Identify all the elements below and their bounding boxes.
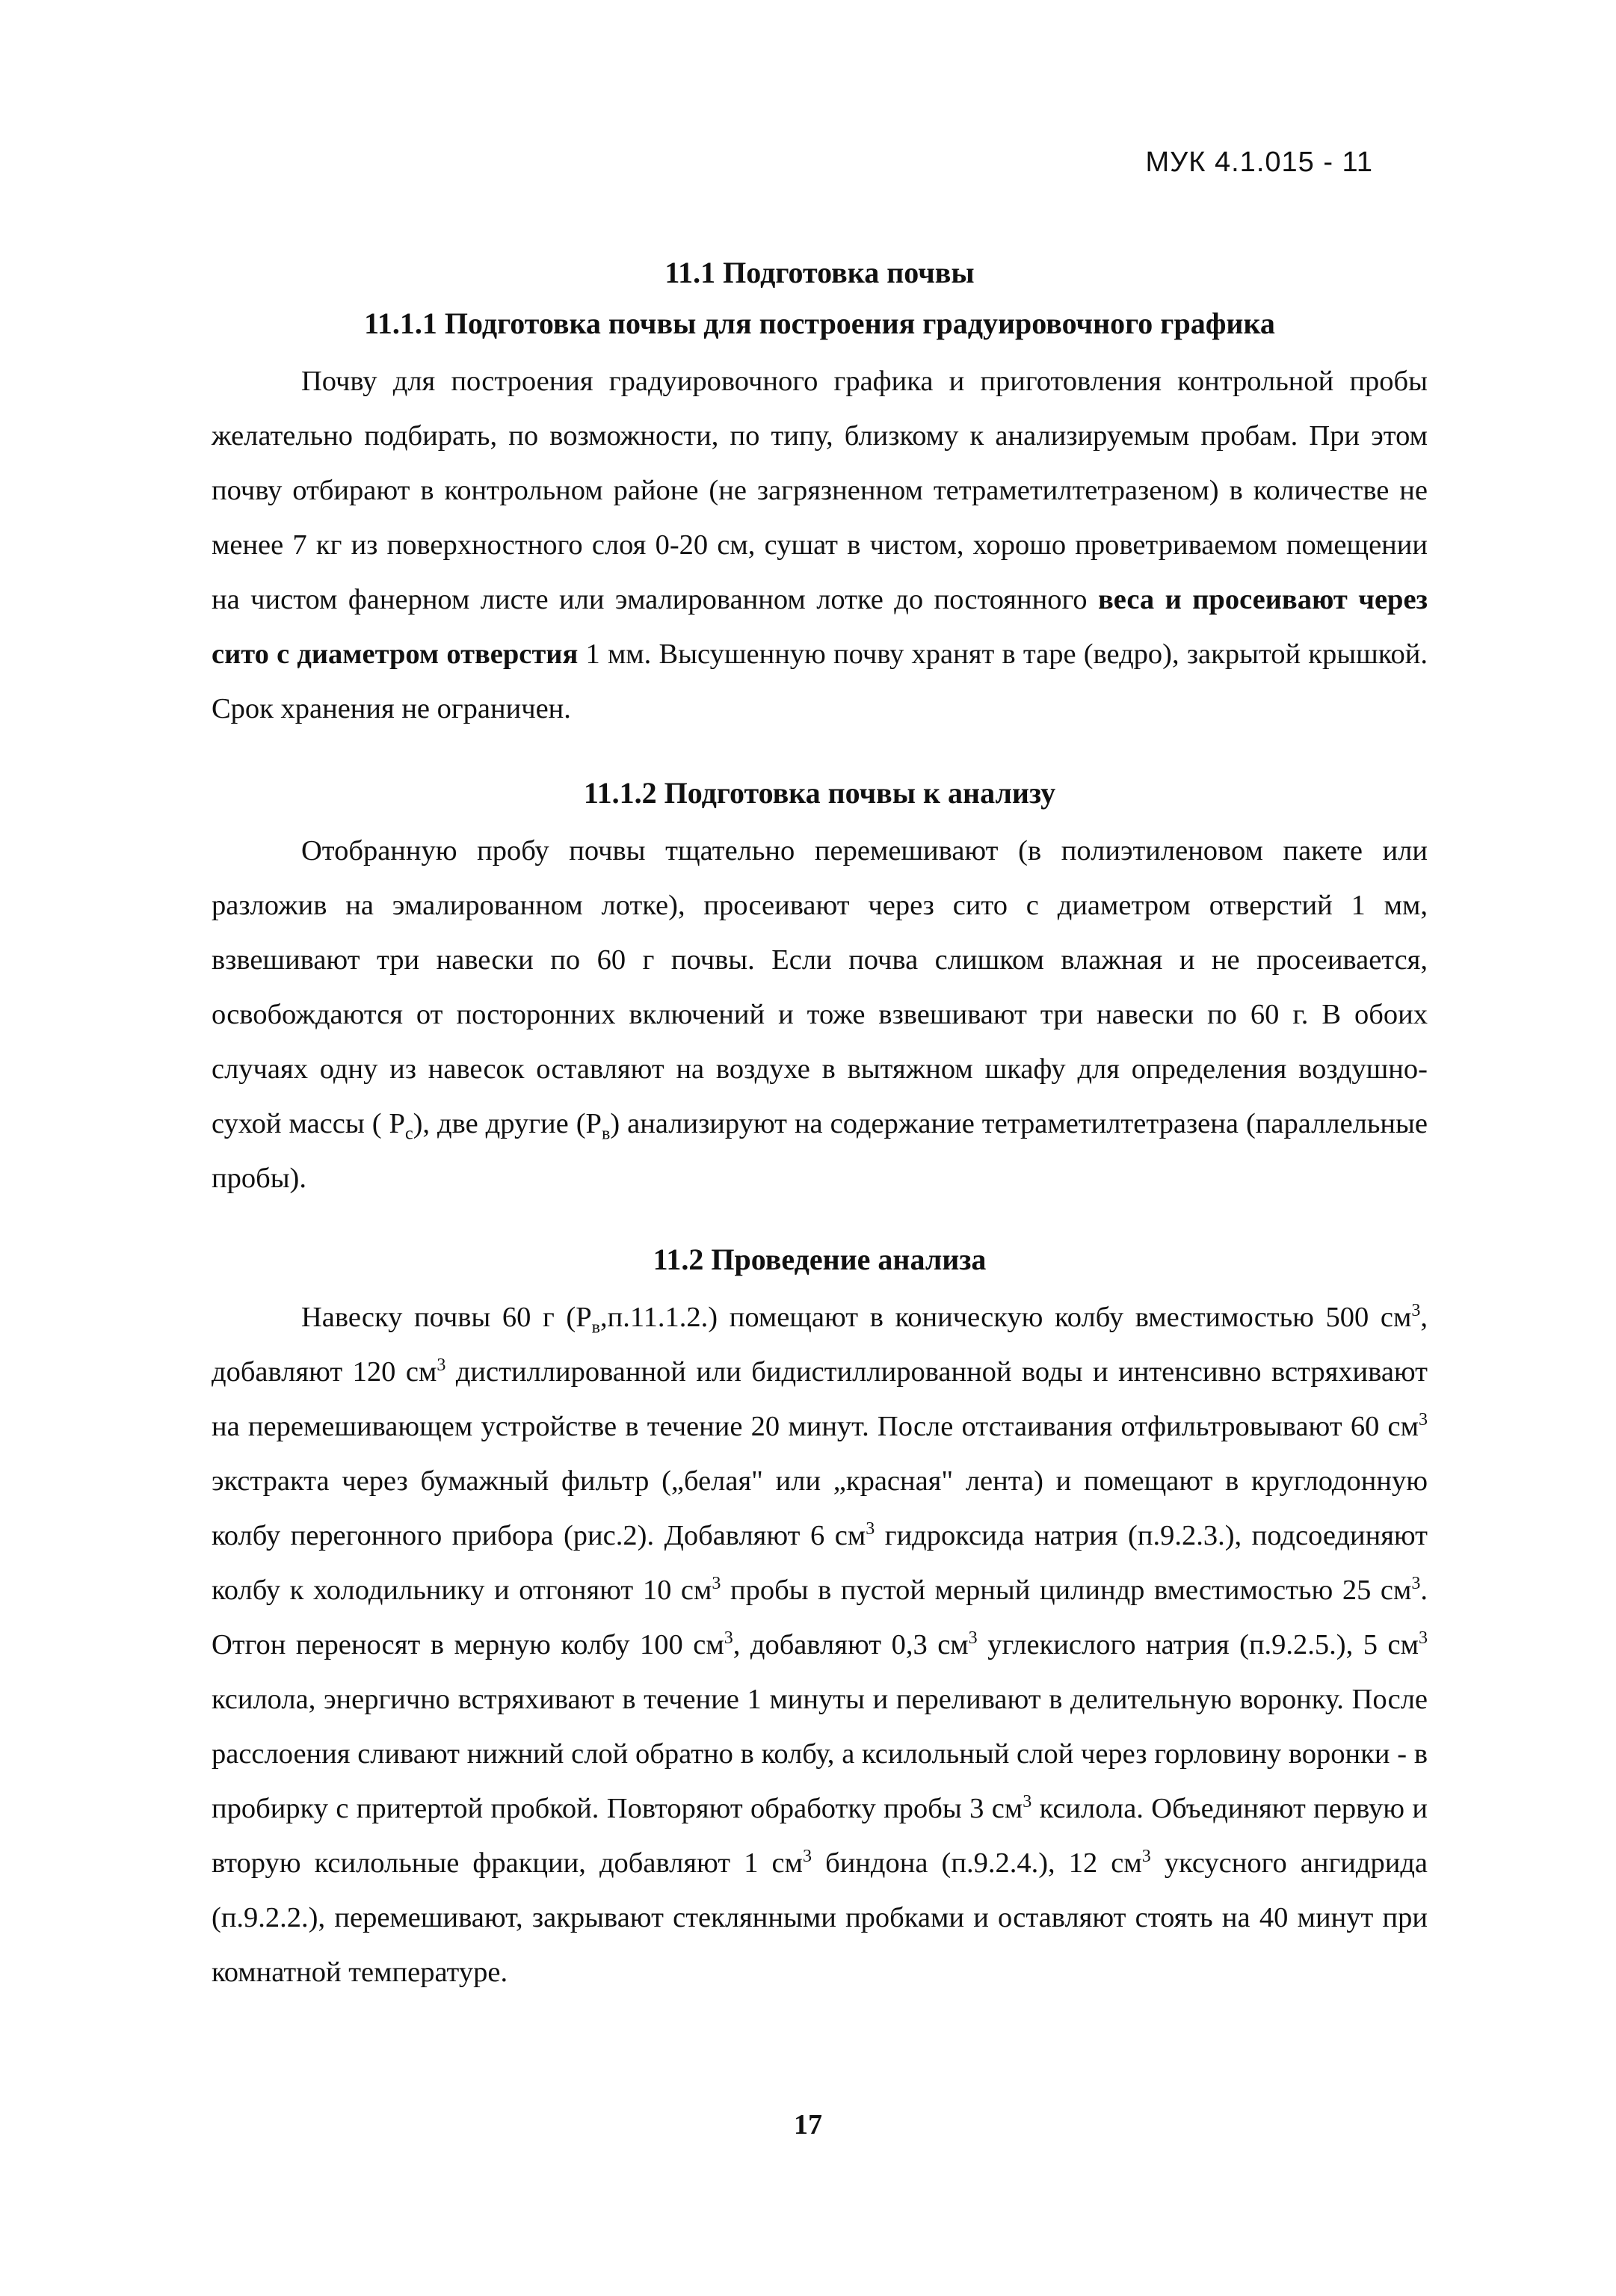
paragraph-bold-text: веса и просеивают через сито с диаметром отверстия <box>212 584 1428 670</box>
superscript: 3 <box>803 1847 812 1867</box>
superscript: 3 <box>968 1628 978 1649</box>
section-11-1-title: 11.1 Подготовка почвы <box>664 256 975 289</box>
paragraph-text: , добавляют 120 см <box>212 1302 1428 1388</box>
paragraph-text: Отобранную пробу почвы тщательно перемешивают (в полиэтиленовом пакете или разложив на эмалированном лотке), просеивают через сито с диаметром отверстий 1 мм, взвешивают три навески по 60 г почвы. Если почва слишком влажная и не просеивается, освобождаются от посторонних включений и тоже взвешивают три навески по 60 г. В обоих случаях одну из навесок оставляют на воздухе в вытяжном шкафу для определения воздушно-сухой массы ( P <box>212 835 1428 1139</box>
superscript: 3 <box>1419 1410 1428 1430</box>
paragraph-text: , добавляют 0,3 см <box>733 1629 969 1661</box>
subscript: в <box>601 1124 611 1144</box>
section-11-2-title: 11.2 Проведение анализа <box>653 1243 987 1276</box>
section-11-2 <box>212 1241 1428 2000</box>
superscript: 3 <box>866 1519 875 1539</box>
paragraph-text: уксусного ангидрида (п.9.2.2.), перемешивают, закрывают стеклянными пробками и оставляют стоять на 40 минут при комнатной температуре. <box>212 1847 1428 1988</box>
section-11-2-paragraph <box>212 1290 1428 2000</box>
superscript: 3 <box>437 1355 446 1376</box>
paragraph-text: ксилола. Объединяют первую и вторую ксилольные фракции, добавляют 1 см <box>212 1793 1428 1879</box>
superscript: 3 <box>712 1574 721 1594</box>
superscript: 3 <box>1411 1301 1421 1321</box>
section-11-1-1-title: 11.1.1 Подготовка почвы для построения градуировочного графика <box>364 307 1275 340</box>
paragraph-text: ), две другие (P <box>413 1108 602 1139</box>
paragraph-text: экстракта через бумажный фильтр („белая" или „красная" лента) и помещают в круглодонную колбу перегонного прибора (рис.2). Добавляют 6 см <box>212 1465 1428 1551</box>
paragraph-text: дистиллированной или бидистиллированной воды и интенсивно встряхивают на перемешивающем устройстве в течение 20 минут. После отстаивания отфильтровывают 60 см <box>212 1356 1428 1442</box>
paragraph-text: ) анализируют на содержание тетраметилтетразена (параллельные пробы). <box>212 1108 1428 1194</box>
paragraph-text: углекислого натрия (п.9.2.5.), 5 см <box>977 1629 1419 1661</box>
document-code: МУК 4.1.015 - 11 <box>1145 147 1373 178</box>
subscript: в <box>591 1317 600 1338</box>
section-11-1-2-title: 11.1.2 Подготовка почвы к анализу <box>583 776 1056 810</box>
paragraph-text: ,п.11.1.2.) помещают в коническую колбу вместимостью 500 см <box>599 1302 1412 1333</box>
paragraph-text: Навеску почвы 60 г (P <box>301 1302 592 1333</box>
paragraph-text: пробы в пустой мерный цилиндр вместимостью 25 см <box>721 1575 1412 1606</box>
section-11-1-2-paragraph <box>212 824 1428 1206</box>
superscript: 3 <box>1023 1792 1032 1812</box>
paragraph-text: 1 мм. Высушенную почву хранят в таре (ведро), закрытой крышкой. Срок хранения не ограничен. <box>212 638 1428 724</box>
paragraph-text: . Отгон переносят в мерную колбу 100 см <box>212 1575 1428 1661</box>
section-11-1-2 <box>212 775 1428 1206</box>
subscript: c <box>404 1124 413 1144</box>
page-number: 17 <box>794 2109 822 2140</box>
superscript: 3 <box>1419 1628 1428 1649</box>
superscript: 3 <box>1141 1847 1151 1867</box>
paragraph-text: ксилола, энергично встряхивают в течение 1 минуты и переливают в делительную воронку. После расслоения сливают нижний слой обратно в колбу, а ксилольный слой через горловину воронки - в пробирку с притертой пробкой. Повторяют обработку пробы 3 см <box>212 1684 1428 1824</box>
section-11-1-1 <box>212 305 1428 736</box>
superscript: 3 <box>724 1628 733 1649</box>
paragraph-text: гидроксида натрия (п.9.2.3.), подсоединяют колбу к холодильнику и отгоняют 10 см <box>212 1520 1428 1606</box>
paragraph-text: биндона (п.9.2.4.), 12 см <box>812 1847 1142 1879</box>
section-11-1 <box>212 254 1428 292</box>
superscript: 3 <box>1411 1574 1421 1594</box>
paragraph-text: Почву для построения градуировочного графика и приготовления контрольной пробы желательно подбирать, по возможности, по типу, близкому к анализируемым пробам. При этом почву отбирают в контрольном районе (не загрязненном тетраметилтетразеном) в количестве не менее 7 кг из поверхностного слоя 0-20 см, сушат в чистом, хорошо проветриваемом помещении на чистом фанерном листе или эмалированном лотке до постоянного <box>212 366 1428 615</box>
section-11-1-1-paragraph <box>212 354 1428 736</box>
